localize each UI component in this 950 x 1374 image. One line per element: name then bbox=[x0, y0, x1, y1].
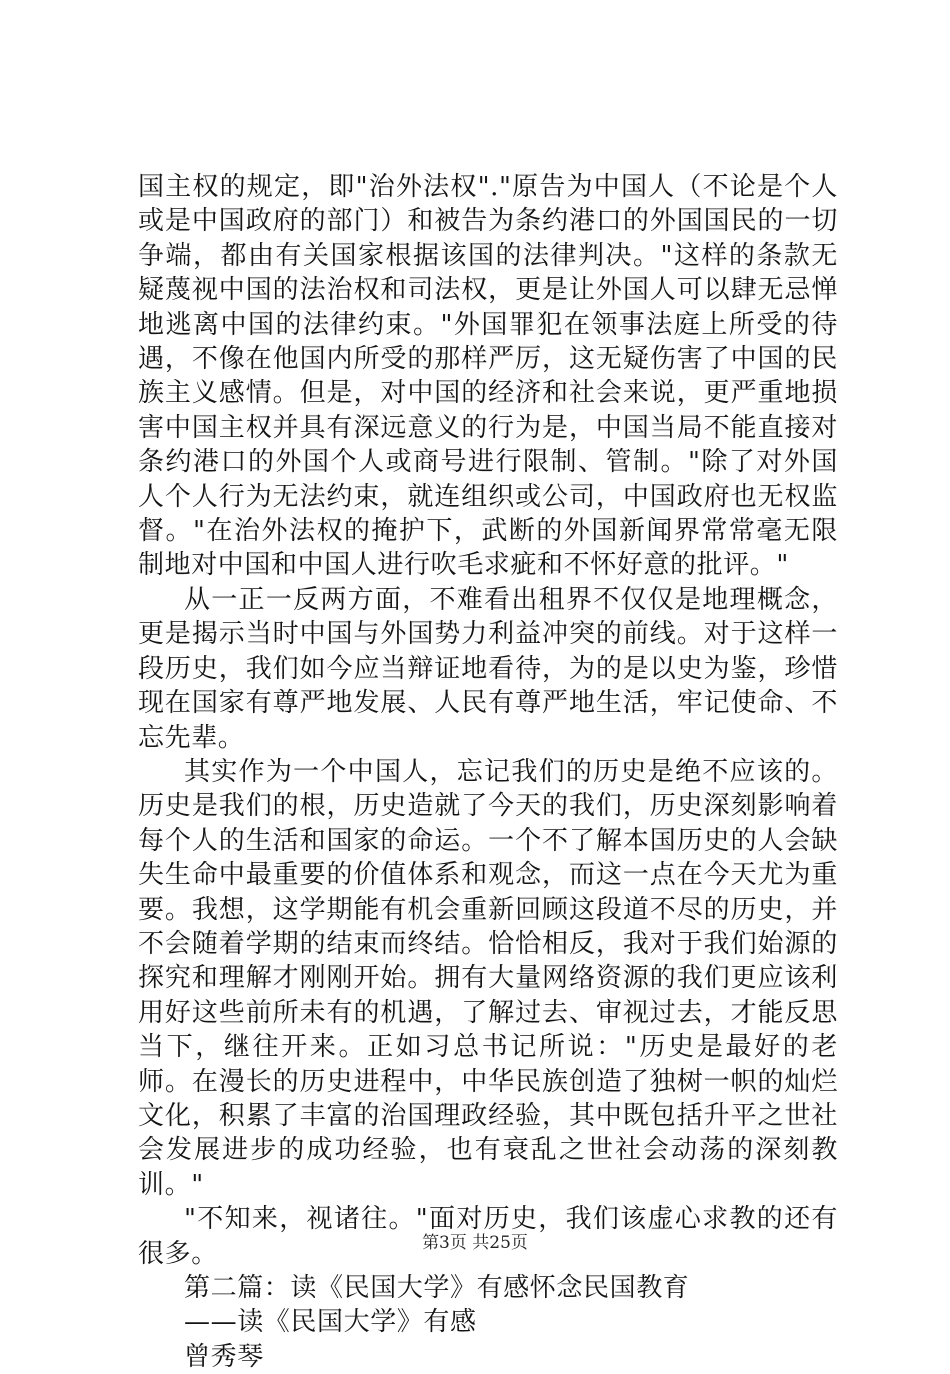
paragraph-concessions: 从一正一反两方面，不难看出租界不仅仅是地理概念，更是揭示当时中国与外国势力利益冲突的前线。对于这样一段历史，我们如今应当辩证地看待，为的是以史为鉴，珍惜现在国家有尊严地发展、人民有尊严地生活，牢记使命、不忘先辈。 bbox=[138, 584, 838, 753]
page-number-footer: 第3页 共25页 bbox=[422, 1233, 528, 1253]
document-body bbox=[138, 170, 838, 1374]
paragraph-history-importance: 其实作为一个中国人，忘记我们的历史是绝不应该的。历史是我们的根，历史造就了今天的我们，历史深刻影响着每个人的生活和国家的命运。一个不了解本国历史的人会缺失生命中最重要的价值体系和观念，而这一点在今天尤为重要。我想，这学期能有机会重新回顾这段道不尽的历史，并不会随着学期的结束而终结。恰恰相反，我对于我们始源的探究和理解才刚刚开始。拥有大量网络资源的我们更应该利用好这些前所未有的机遇，了解过去、审视过去，才能反思当下，继往开来。正如习总书记所说："历史是最好的老师。在漫长的历史进程中，中华民族创造了独树一帜的灿烂文化，积累了丰富的治国理政经验，其中既包括升平之世社会发展进步的成功经验，也有衰乱之世社会动荡的深刻教训。" bbox=[138, 756, 838, 1200]
paragraph-closing: "不知来，视诸往。"面对历史，我们该虚心求教的还有很多。 bbox=[138, 1204, 838, 1269]
author-name: 曾秀琴 bbox=[184, 1341, 264, 1372]
section-title: 第二篇：读《民国大学》有感怀念民国教育 bbox=[184, 1273, 690, 1303]
section-subtitle: ——读《民国大学》有感 bbox=[184, 1307, 477, 1338]
paragraph-extraterritoriality: 国主权的规定，即"治外法权"."原告为中国人（不论是个人或是中国政府的部门）和被告为条约港口的外国国民的一切争端，都由有关国家根据该国的法律判决。"这样的条款无疑蔑视中国的法治权和司法权，更是让外国人可以肆无忌惮地逃离中国的法律约束。"外国罪犯在领事法庭上所受的待遇，不像在他国内所受的那样严厉，这无疑伤害了中国的民族主义感情。但是，对中国的经济和社会来说，更严重地损害中国主权并具有深远意义的行为是，中国当局不能直接对条约港口的外国个人或商号进行限制、管制。"除了对外国人个人行为无法约束，就连组织或公司，中国政府也无权监督。"在治外法权的掩护下，武断的外国新闻界常常毫无限制地对中国和中国人进行吹毛求疵和不怀好意的批评。" bbox=[138, 172, 838, 581]
